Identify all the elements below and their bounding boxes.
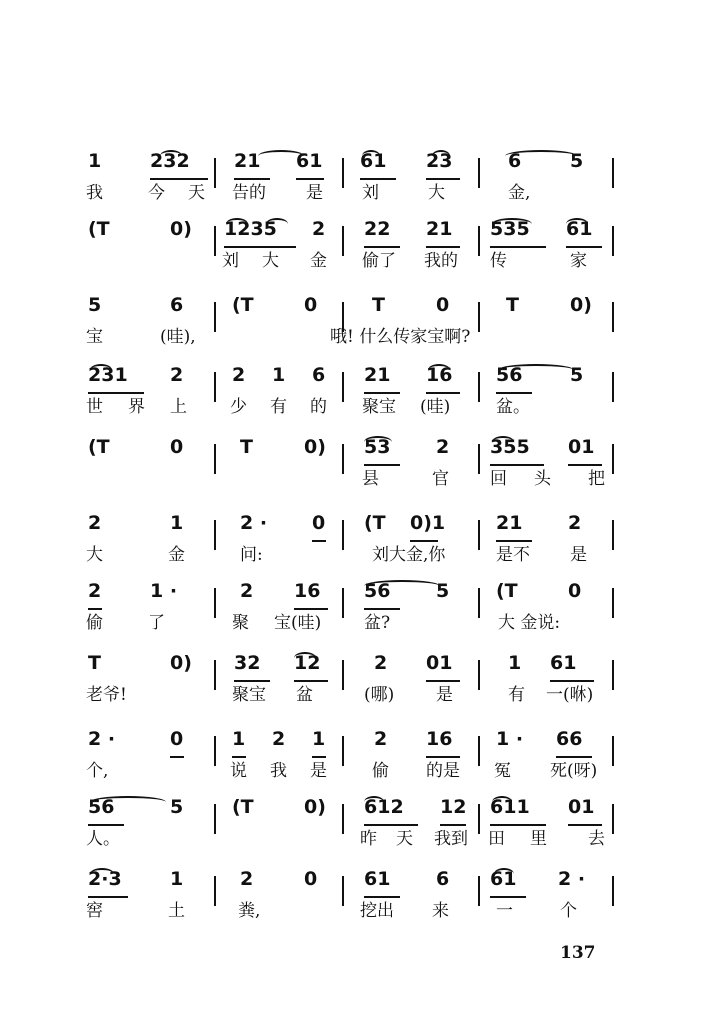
- note: 0: [312, 512, 326, 534]
- lyric: (哪): [364, 685, 395, 705]
- score-row-6: [0, 500, 710, 565]
- lyric: 金: [310, 251, 327, 271]
- note: 0: [568, 580, 582, 602]
- note: 61: [364, 868, 391, 890]
- note: 232: [150, 150, 190, 172]
- note: 2: [374, 728, 388, 750]
- lyric: 金: [168, 545, 185, 565]
- lyric: 冤: [494, 761, 511, 781]
- note: 2 ·: [88, 728, 116, 750]
- lyrics-line: [0, 464, 710, 490]
- lyric: 传: [490, 251, 507, 271]
- lyric: 金,: [508, 183, 531, 203]
- notes-line: [0, 218, 710, 244]
- note: 66: [556, 728, 583, 750]
- note: 61: [360, 150, 387, 172]
- note: 2 ·: [240, 512, 268, 534]
- score-row-5: [0, 424, 710, 489]
- note: 2: [232, 364, 246, 386]
- lyric: 偷了: [362, 251, 396, 271]
- note: 0: [170, 728, 184, 750]
- lyric: 里: [530, 829, 547, 849]
- notes-line: [0, 436, 710, 462]
- lyric: 家: [570, 251, 587, 271]
- lyric: 是: [310, 761, 327, 781]
- lyric: 县: [362, 469, 379, 489]
- lyric: 偷: [372, 761, 389, 781]
- score-row-10: [0, 784, 710, 849]
- lyric: 田: [488, 829, 505, 849]
- note: 2·3: [88, 868, 122, 890]
- lyric: 一: [496, 901, 513, 921]
- note: 2: [240, 580, 254, 602]
- lyric: 大 金说:: [498, 613, 561, 633]
- note: 2: [374, 652, 388, 674]
- lyric: 天: [396, 829, 413, 849]
- lyric: 挖出: [360, 901, 394, 921]
- note: 61: [296, 150, 323, 172]
- note: T: [88, 652, 101, 674]
- lyrics-line: [0, 246, 710, 272]
- note: 5: [170, 796, 184, 818]
- lyric: 来: [432, 901, 449, 921]
- lyrics-line: [0, 896, 710, 922]
- note: 1: [88, 150, 102, 172]
- lyric: 今: [148, 183, 165, 203]
- note: (T: [88, 436, 110, 458]
- lyric: 盆?: [364, 613, 391, 633]
- note: 22: [364, 218, 391, 240]
- lyric: (哇),: [160, 327, 196, 347]
- note: 2: [568, 512, 582, 534]
- note: 2: [170, 364, 184, 386]
- note: (T: [364, 512, 386, 534]
- note: 2: [240, 868, 254, 890]
- notes-line: [0, 150, 710, 176]
- note: 0): [170, 652, 192, 674]
- lyric: 盆。: [496, 397, 530, 417]
- note: 5: [570, 364, 584, 386]
- lyric: 问:: [240, 545, 263, 565]
- lyric: 大: [86, 545, 103, 565]
- note: 23: [426, 150, 453, 172]
- note: 16: [294, 580, 321, 602]
- lyric: 是: [436, 685, 453, 705]
- lyric: 我到: [434, 829, 468, 849]
- note: 6: [170, 294, 184, 316]
- lyric: 粪,: [238, 901, 261, 921]
- lyric: 界: [128, 397, 145, 417]
- note: 61: [550, 652, 577, 674]
- lyric: 聚: [232, 613, 249, 633]
- lyric: 一(咻): [546, 685, 594, 705]
- note: 21: [364, 364, 391, 386]
- note: 1: [170, 512, 184, 534]
- note: 0)1: [410, 512, 446, 534]
- lyric: 宝: [86, 327, 103, 347]
- lyric: 是不: [496, 545, 530, 565]
- score-row-1: [0, 138, 710, 203]
- note: 1 ·: [496, 728, 524, 750]
- lyric: 去: [588, 829, 605, 849]
- note: 61: [490, 868, 517, 890]
- note: 535: [490, 218, 530, 240]
- score-row-7: [0, 568, 710, 633]
- lyric: 是: [570, 545, 587, 565]
- note: 0): [304, 796, 326, 818]
- lyric: 昨: [360, 829, 377, 849]
- note: T: [372, 294, 385, 316]
- lyrics-line: [0, 322, 710, 348]
- note: (T: [496, 580, 518, 602]
- note: 6: [436, 868, 450, 890]
- score-row-9: [0, 716, 710, 781]
- lyric: 哦! 什么传家宝啊?: [330, 327, 471, 347]
- note: 2 ·: [558, 868, 586, 890]
- note: 355: [490, 436, 530, 458]
- note: 0: [304, 294, 318, 316]
- note: 1: [272, 364, 286, 386]
- lyric: 少: [230, 397, 247, 417]
- note: 0: [304, 868, 318, 890]
- page-number: 137: [560, 943, 596, 963]
- lyric: 天: [188, 183, 205, 203]
- score-row-4: [0, 352, 710, 417]
- notes-line: [0, 580, 710, 606]
- notes-line: [0, 652, 710, 678]
- note: 231: [88, 364, 128, 386]
- note: 56: [88, 796, 115, 818]
- note: 2: [272, 728, 286, 750]
- note: (T: [232, 796, 254, 818]
- lyric: 个,: [86, 761, 109, 781]
- note: 2: [436, 436, 450, 458]
- score-row-8: [0, 640, 710, 705]
- note: 0): [570, 294, 592, 316]
- note: T: [506, 294, 519, 316]
- lyric: 告的: [232, 183, 266, 203]
- note: 21: [234, 150, 261, 172]
- score-row-2: [0, 206, 710, 271]
- notes-line: [0, 796, 710, 822]
- lyric: 我的: [424, 251, 458, 271]
- note: 32: [234, 652, 261, 674]
- lyric: 刘大金,你: [372, 545, 446, 565]
- lyric: 头: [534, 469, 551, 489]
- lyric: 聚宝: [232, 685, 266, 705]
- lyric: 个: [560, 901, 577, 921]
- note: 1235: [224, 218, 277, 240]
- lyric: 宝(哇): [274, 613, 322, 633]
- note: 1: [170, 868, 184, 890]
- lyric: 窖: [86, 901, 103, 921]
- note: 1: [508, 652, 522, 674]
- note: 53: [364, 436, 391, 458]
- notes-line: [0, 364, 710, 390]
- lyric: 偷: [86, 613, 103, 633]
- lyric: 大: [428, 183, 445, 203]
- note: 0): [304, 436, 326, 458]
- lyric: 说: [230, 761, 247, 781]
- lyric: 回: [490, 469, 507, 489]
- note: 01: [568, 796, 595, 818]
- note: 56: [364, 580, 391, 602]
- lyric: 土: [168, 901, 185, 921]
- note: 61: [566, 218, 593, 240]
- lyric: 上: [170, 397, 187, 417]
- lyric: 盆: [296, 685, 313, 705]
- lyric: (哇): [420, 397, 451, 417]
- lyrics-line: [0, 824, 710, 850]
- note: 12: [440, 796, 467, 818]
- lyric: 刘: [362, 183, 379, 203]
- note: 2: [312, 218, 326, 240]
- lyric: 死(呀): [550, 761, 598, 781]
- lyric: 刘: [222, 251, 239, 271]
- notes-line: [0, 868, 710, 894]
- lyrics-line: [0, 608, 710, 634]
- note: 1: [232, 728, 246, 750]
- note: 1 ·: [150, 580, 178, 602]
- note: 56: [496, 364, 523, 386]
- lyric: 我: [270, 761, 287, 781]
- notes-line: [0, 728, 710, 754]
- note: 16: [426, 364, 453, 386]
- lyrics-line: [0, 680, 710, 706]
- lyric: 大: [262, 251, 279, 271]
- note: 612: [364, 796, 404, 818]
- note: 2: [88, 512, 102, 534]
- note: 0: [436, 294, 450, 316]
- note: T: [240, 436, 253, 458]
- lyric: 是: [306, 183, 323, 203]
- note: 01: [568, 436, 595, 458]
- note: 21: [426, 218, 453, 240]
- lyric: 世: [86, 397, 103, 417]
- lyrics-line: [0, 178, 710, 204]
- note: 0): [170, 218, 192, 240]
- score-row-3: [0, 282, 710, 347]
- lyric: 的: [310, 397, 327, 417]
- note: 2: [88, 580, 102, 602]
- lyric: 我: [86, 183, 103, 203]
- note: 12: [294, 652, 321, 674]
- lyric: 有: [508, 685, 525, 705]
- note: 16: [426, 728, 453, 750]
- note: 6: [312, 364, 326, 386]
- note: (T: [232, 294, 254, 316]
- lyrics-line: [0, 392, 710, 418]
- lyric: 了: [148, 613, 165, 633]
- lyric: 的是: [426, 761, 460, 781]
- score-row-11: [0, 856, 710, 921]
- lyric: 人。: [86, 829, 120, 849]
- lyric: 官: [432, 469, 449, 489]
- note: 5: [88, 294, 102, 316]
- note: 1: [312, 728, 326, 750]
- note: 5: [570, 150, 584, 172]
- note: 21: [496, 512, 523, 534]
- note: 5: [436, 580, 450, 602]
- lyric: 有: [270, 397, 287, 417]
- note: 6: [508, 150, 522, 172]
- notes-line: [0, 512, 710, 538]
- note: 01: [426, 652, 453, 674]
- lyric: 老爷!: [86, 685, 127, 705]
- note: 0: [170, 436, 184, 458]
- lyrics-line: [0, 540, 710, 566]
- notes-line: [0, 294, 710, 320]
- lyrics-line: [0, 756, 710, 782]
- note: 611: [490, 796, 530, 818]
- note: (T: [88, 218, 110, 240]
- lyric: 把: [588, 469, 605, 489]
- lyric: 聚宝: [362, 397, 396, 417]
